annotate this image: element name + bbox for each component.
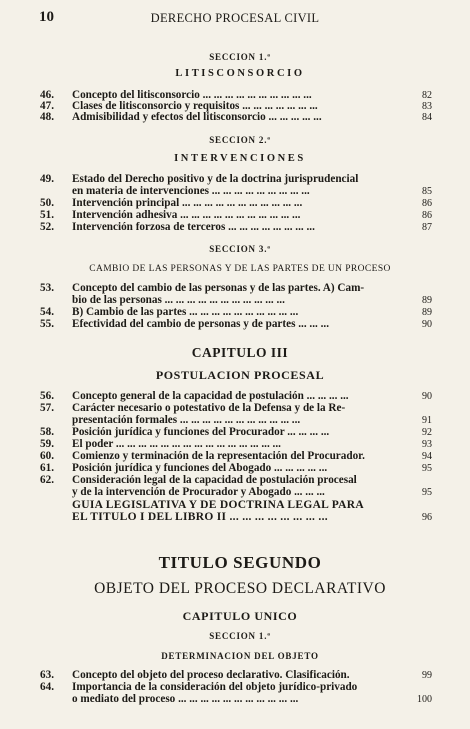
entry-number: 46. — [40, 89, 54, 101]
entry-text: o mediato del proceso ... ... ... ... ... ... ... ... ... ... ... — [72, 693, 299, 705]
entry-text: Concepto del objeto del proceso declarativo. Clasificación. — [72, 669, 350, 681]
section-heading: SECCION 1.ª — [209, 52, 271, 62]
entry-page: 92 — [422, 427, 432, 438]
entry-text: Carácter necesario o potestativo de la Defensa y de la Re- — [72, 402, 346, 414]
entry-page: 95 — [422, 463, 432, 474]
entry-number: 62. — [40, 474, 54, 486]
entry-text: Importancia de la consideración del objeto jurídico-privado — [72, 681, 358, 693]
entry-number: 56. — [40, 390, 54, 402]
running-header: DERECHO PROCESAL CIVIL — [150, 11, 320, 25]
entry-text: Efectividad del cambio de personas y de partes ... ... ... — [72, 318, 329, 330]
chapter-subtitle: POSTULACION PROCESAL — [155, 368, 325, 382]
section-heading: SECCION 3.ª — [209, 244, 271, 254]
entry-page: 89 — [422, 307, 432, 318]
entry-page: 90 — [422, 391, 432, 402]
part-subtitle: OBJETO DEL PROCESO DECLARATIVO — [94, 580, 386, 597]
entry-page: 93 — [422, 439, 432, 450]
entry-text: en materia de intervenciones ... ... ... ... ... ... ... ... ... — [72, 185, 310, 197]
entry-text: Clases de litisconsorcio y requisitos ... ... ... ... ... ... ... — [72, 100, 318, 112]
guide-page: 96 — [422, 512, 432, 523]
entry-page: 90 — [422, 319, 432, 330]
section-title: INTERVENCIONES — [174, 153, 306, 164]
entry-number: 57. — [40, 402, 54, 414]
entry-text: Admisibilidad y efectos del litisconsorcio ... ... ... ... ... — [72, 111, 322, 123]
chapter-title: CAPITULO III — [191, 345, 289, 360]
entry-page: 82 — [422, 90, 432, 101]
guide-title-line1: GUIA LEGISLATIVA Y DE DOCTRINA LEGAL PARA — [72, 499, 364, 511]
entry-page: 89 — [422, 295, 432, 306]
entry-page: 94 — [422, 451, 432, 462]
entry-text: B) Cambio de las partes ... ... ... ... ... ... ... ... ... ... — [72, 306, 299, 318]
entry-text: Posición jurídica y funciones del Abogado ... ... ... ... ... — [72, 462, 328, 474]
guide-title-line2: EL TITULO I DEL LIBRO II ... ... ... ... ... ... ... ... — [72, 511, 328, 523]
entry-page: 99 — [422, 670, 432, 681]
entry-page: 100 — [417, 694, 432, 705]
entry-text: Intervención principal ... ... ... ... ... ... ... ... ... ... ... — [72, 197, 303, 209]
entry-number: 61. — [40, 462, 54, 474]
entry-page: 85 — [422, 186, 432, 197]
entry-number: 47. — [40, 100, 54, 112]
section-title: LITISCONSORCIO — [175, 68, 305, 79]
entry-text: Concepto del litisconsorcio ... ... ... ... ... ... ... ... ... ... — [72, 89, 312, 101]
entry-text: Concepto del cambio de las personas y de las partes. A) Cam- — [72, 282, 365, 294]
entry-text: bio de las personas ... ... ... ... ... ... ... ... ... ... ... — [72, 294, 285, 306]
entry-number: 63. — [40, 669, 54, 681]
entry-page: 87 — [422, 222, 432, 233]
section-heading: SECCION 2.ª — [209, 135, 271, 145]
entry-number: 59. — [40, 438, 54, 450]
entry-number: 48. — [40, 111, 54, 123]
entry-page: 86 — [422, 210, 432, 221]
entry-number: 64. — [40, 681, 54, 693]
entry-text: Intervención forzosa de terceros ... ... ... ... ... ... ... ... — [72, 221, 315, 233]
entry-text: Comienzo y terminación de la representación del Procurador. — [72, 450, 365, 462]
section-title: DETERMINACION DEL OBJETO — [161, 651, 319, 661]
entry-number: 51. — [40, 209, 54, 221]
page-number: 10 — [39, 9, 54, 25]
entry-text: Estado del Derecho positivo y de la doctrina jurisprudencial — [72, 173, 359, 185]
entry-number: 52. — [40, 221, 54, 233]
entry-number: 58. — [40, 426, 54, 438]
entry-number: 53. — [40, 282, 54, 294]
entry-number: 50. — [40, 197, 54, 209]
chapter-title: CAPITULO UNICO — [182, 609, 298, 623]
entry-page: 91 — [422, 415, 432, 426]
entry-text: presentación formales ... ... ... ... ... ... ... ... ... ... ... — [72, 414, 301, 426]
entry-text: El poder ... ... ... ... ... ... ... ... ... ... ... ... ... ... ... — [72, 438, 281, 450]
entry-text: Intervención adhesiva ... ... ... ... ... ... ... ... ... ... ... — [72, 209, 301, 221]
entry-text: Concepto general de la capacidad de postulación ... ... ... ... — [72, 390, 349, 402]
section-heading: SECCION 1.ª — [209, 631, 271, 641]
entry-text: y de la intervención de Procurador y Abogado ... ... ... — [72, 486, 325, 498]
entry-page: 86 — [422, 198, 432, 209]
entry-number: 60. — [40, 450, 54, 462]
entry-number: 49. — [40, 173, 54, 185]
entry-number: 55. — [40, 318, 54, 330]
entry-page: 83 — [422, 101, 432, 112]
entry-page: 84 — [422, 112, 432, 123]
entry-text: Posición jurídica y funciones del Procurador ... ... ... ... — [72, 426, 330, 438]
entry-text: Consideración legal de la capacidad de postulación procesal — [72, 474, 357, 486]
entry-number: 54. — [40, 306, 54, 318]
section-title: CAMBIO DE LAS PERSONAS Y DE LAS PARTES DE UN PROCESO — [89, 264, 391, 274]
part-title: TITULO SEGUNDO — [158, 553, 322, 572]
entry-page: 95 — [422, 487, 432, 498]
